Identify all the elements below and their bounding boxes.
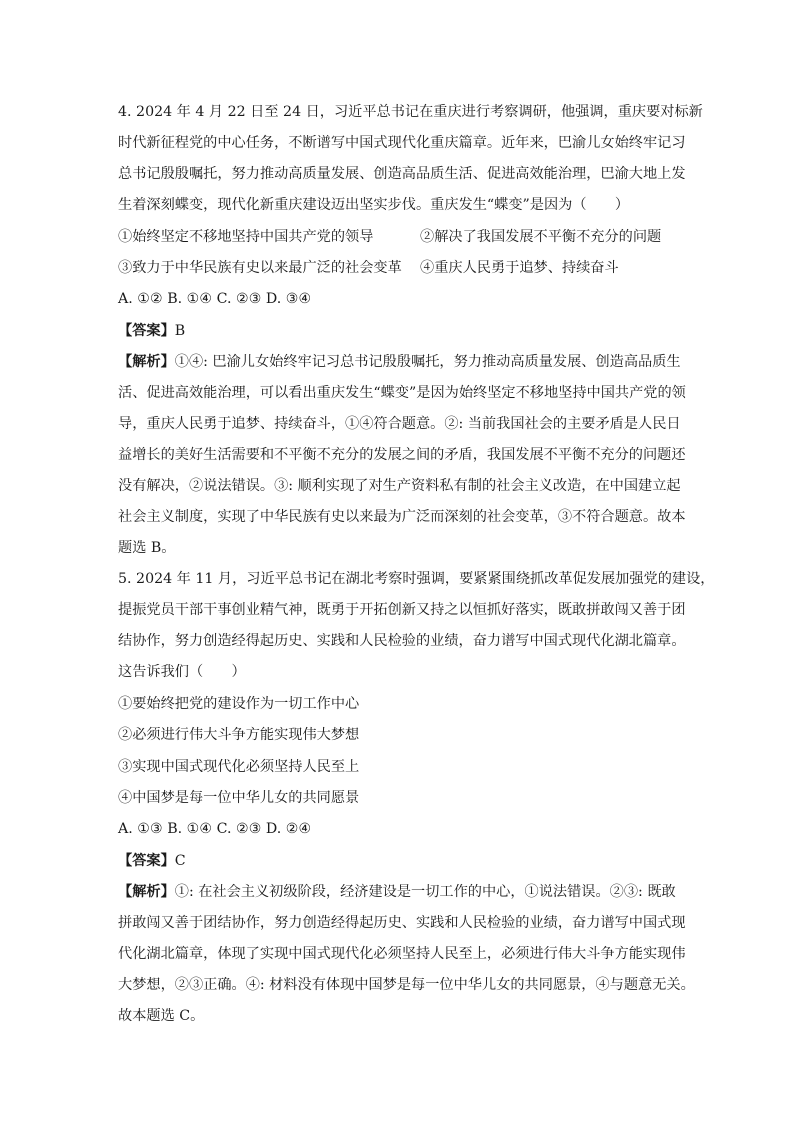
q5-analysis-line-2: 拼敢闯又善于团结协作，努力创造经得起历史、实践和人民检验的业绩，奋力谱写中国式现: [118, 915, 686, 931]
q5-option-4: ④中国梦是每一位中华儿女的共同愿景: [118, 790, 360, 806]
q4-stem-line-2: 时代新征程党的中心任务，不断谱写中国式现代化重庆篇章。近年来，巴渝儿女始终牢记习: [118, 135, 686, 151]
q5-answer: [118, 851, 186, 871]
q4-option-3: ③致力于中华民族有史以来最广泛的社会变革: [118, 260, 402, 276]
q4-choices: A. ①② B. ①④ C. ②③ D. ③④: [118, 291, 312, 307]
q5-option-3: ③实现中国式现代化必须坚持人民至上: [118, 759, 360, 775]
q4-stem-line-4: 生着深刻蝶变，现代化新重庆建设迈出坚实步伐。重庆发生“蝶变”是因为（ ）: [118, 197, 630, 213]
q5-answer-label: 【答案】: [118, 853, 175, 869]
q4-analysis-line-1: [118, 352, 681, 372]
q5-answer-value: C: [174, 853, 186, 869]
q5-stem-line-2: 提振党员干部干事创业精气神，既勇于开拓创新又持之以恒抓好落实，既敢拼敢闯又善于团: [118, 602, 686, 618]
q5-option-1: ①要始终把党的建设作为一切工作中心: [118, 696, 360, 712]
q4-answer: [118, 321, 185, 341]
q5-analysis-label: 【解析】: [118, 884, 175, 900]
q5-analysis-line-4: 大梦想，②③正确。④: 材料没有体现中国梦是每一位中华儿女的共同愿景，④与题意无关。: [118, 977, 695, 993]
q4-analysis-line-7: 题选 B。: [118, 540, 176, 556]
q5-stem-line-4: 这告诉我们（ ）: [118, 664, 246, 680]
q4-analysis-line-4: 益增长的美好生活需要和不平衡不充分的发展之间的矛盾，我国发展不平衡不充分的问题还: [118, 447, 686, 463]
q5-analysis-line-1: [118, 882, 676, 902]
q4-analysis-line-5: 没有解决，②说法错误。③: 顺利实现了对生产资料私有制的社会主义改造，在中国建立起: [118, 478, 681, 494]
q4-analysis-line-6: 社会主义制度，实现了中华民族有史以来最为广泛而深刻的社会变革，③不符合题意。故本: [118, 509, 686, 525]
q4-answer-value: B: [174, 323, 186, 339]
q5-choices: A. ①③ B. ①④ C. ②③ D. ②④: [118, 821, 312, 837]
q5-analysis-text-1: ①: 在社会主义初级阶段，经济建设是一切工作的中心，①说法错误。②③: 既敢: [174, 884, 676, 900]
q5-analysis-line-5: 故本题选 C。: [118, 1008, 205, 1024]
q4-option-row-1: [118, 227, 662, 247]
q4-option-row-2: [118, 258, 619, 278]
q4-analysis-text-1: ①④: 巴渝儿女始终牢记习总书记殷殷嘱托，努力推动高质量发展、创造高品质生: [174, 354, 681, 370]
q4-analysis-label: 【解析】: [118, 354, 175, 370]
q4-analysis-line-2: 活、促进高效能治理，可以看出重庆发生“蝶变”是因为始终坚定不移地坚持中国共产党的领: [118, 385, 686, 401]
q5-option-2: ②必须进行伟大斗争方能实现伟大梦想: [118, 727, 360, 743]
q4-option-1: ①始终坚定不移地坚持中国共产党的领导: [118, 229, 374, 245]
q4-option-4: ④重庆人民勇于追梦、持续奋斗: [420, 260, 619, 276]
q4-option-2: ②解决了我国发展不平衡不充分的问题: [420, 229, 662, 245]
q5-stem-line-1: 5. 2024 年 11 月，习近平总书记在湖北考察时强调，要紧紧围绕抓改革促发展加强党的建设，: [118, 571, 715, 587]
q5-stem-line-3: 结协作，努力创造经得起历史、实践和人民检验的业绩，奋力谱写中国式现代化湖北篇章。: [118, 633, 686, 649]
q4-stem-line-1: 4. 2024 年 4 月 22 日至 24 日，习近平总书记在重庆进行考察调研，他强调，重庆要对标新: [118, 104, 703, 120]
q4-analysis-line-3: 导，重庆人民勇于追梦、持续奋斗，①④符合题意。②: 当前我国社会的主要矛盾是人民日: [118, 416, 681, 432]
q4-stem-line-3: 总书记殷殷嘱托，努力推动高质量发展、创造高品质生活、促进高效能治理，巴渝大地上发: [118, 166, 686, 182]
q4-answer-label: 【答案】: [118, 323, 175, 339]
q5-analysis-line-3: 代化湖北篇章，体现了实现中国式现代化必须坚持人民至上，必须进行伟大斗争方能实现伟: [118, 946, 686, 962]
